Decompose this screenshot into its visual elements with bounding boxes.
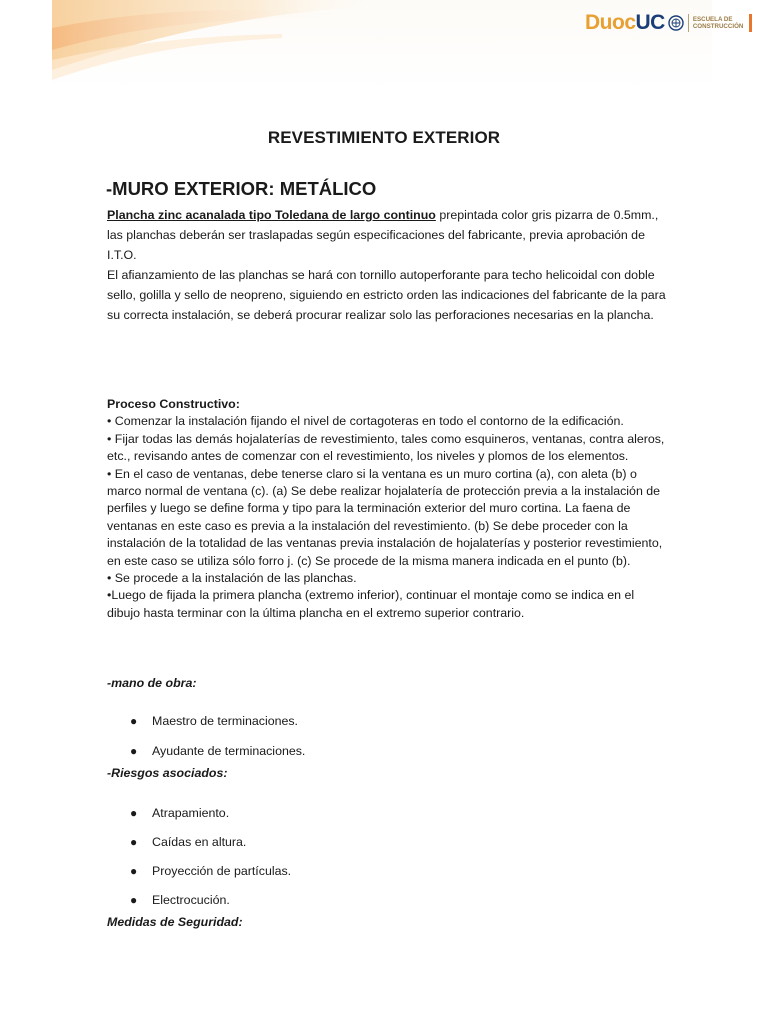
- logo-accent-bar: [749, 14, 752, 32]
- risk-item-text: Caídas en altura.: [152, 835, 247, 849]
- process-item: • En el caso de ventanas, debe tenerse claro si la ventana es un muro cortina (a), con aleta (b) o marco normal de ventana (c). (a) Se debe realizar hojalatería de protección previa a la instalación de perfiles y luego se define forma y tipo para la terminación exterior del muro cortina. La faena de ventanas en este caso es previa a la instalación del revestimiento. (b) Se debe proceder con la instalación de la totalidad de las ventanas previa instalación de hojalaterías y posterior revestimiento, en este caso se utiliza sólo forro j. (c) Se procede de la misma manera indicada en el punto (b).: [107, 466, 663, 568]
- labor-heading: -mano de obra:: [107, 676, 197, 690]
- bullet-icon: ●: [130, 714, 138, 728]
- bullet-icon: ●: [130, 864, 138, 878]
- bullet-icon: ●: [130, 806, 138, 820]
- labor-item: [130, 744, 305, 758]
- risks-heading: -Riesgos asociados:: [107, 766, 228, 780]
- document-title: REVESTIMIENTO EXTERIOR: [267, 128, 501, 147]
- labor-item-text: Ayudante de terminaciones.: [152, 744, 306, 758]
- process-label: Proceso Constructivo:: [107, 397, 240, 411]
- process-item: • Comenzar la instalación fijando el nivel de cortagoteras en todo el contorno de la edificación.: [107, 414, 624, 429]
- school-line-1: ESCUELA DE: [692, 16, 733, 23]
- process-item: • Se procede a la instalación de las planchas.: [107, 571, 357, 586]
- logo-separator: [688, 14, 689, 32]
- risk-item: [130, 893, 230, 907]
- labor-item: [130, 714, 298, 728]
- school-line-2: CONSTRUCCIÓN: [692, 23, 744, 30]
- risk-item: [130, 864, 291, 878]
- risk-item: [130, 835, 246, 849]
- labor-item-text: Maestro de terminaciones.: [152, 714, 299, 728]
- section-heading: -MURO EXTERIOR: METÁLICO: [106, 178, 377, 199]
- bullet-icon: ●: [130, 893, 138, 907]
- intro-text: prepintada color gris pizarra de 0.5mm., las planchas deberán ser traslapadas según especificaciones del fabricante, previa aprobación de I.T.O.: [107, 208, 659, 262]
- page-header: [52, 0, 744, 92]
- bullet-icon: ●: [130, 835, 138, 849]
- risk-item-text: Atrapamiento.: [152, 806, 230, 820]
- risk-item: [130, 806, 229, 820]
- risk-item-text: Electrocución.: [152, 893, 230, 907]
- process-item: • Fijar todas las demás hojalaterías de revestimiento, tales como esquineros, ventanas, contra aleros, etc., revisando antes de comenzar con el revestimiento, los niveles y plomos de los elementos.: [107, 431, 665, 464]
- intro-underlined-text: Plancha zinc acanalada tipo Toledana de largo continuo: [107, 208, 436, 222]
- logo-duoc-text: Duoc: [585, 11, 636, 34]
- fastening-paragraph: El afianzamiento de las planchas se hará con tornillo autoperforante para techo helicoidal con doble sello, golilla y sello de neopreno, siguiendo en estricto orden las indicaciones del fabricante de la para su correcta instalación, se deberá procurar realizar solo las perforaciones necesarias en la plancha.: [107, 268, 666, 322]
- process-section: [107, 396, 667, 622]
- duoc-uc-logo: [585, 10, 752, 36]
- intro-paragraph: [107, 205, 667, 265]
- risk-item-text: Proyección de partículas.: [152, 864, 292, 878]
- safety-heading: Medidas de Seguridad:: [107, 915, 243, 929]
- school-name: [693, 16, 744, 30]
- header-swoosh-decoration: [52, 0, 392, 92]
- logo-uc-text: UC: [635, 11, 665, 34]
- process-item: •Luego de fijada la primera plancha (extremo inferior), continuar el montaje como se indica en el dibujo hasta terminar con la última plancha en el extremo superior contrario.: [107, 588, 635, 620]
- university-seal-icon: [668, 15, 684, 31]
- bullet-icon: ●: [130, 744, 138, 758]
